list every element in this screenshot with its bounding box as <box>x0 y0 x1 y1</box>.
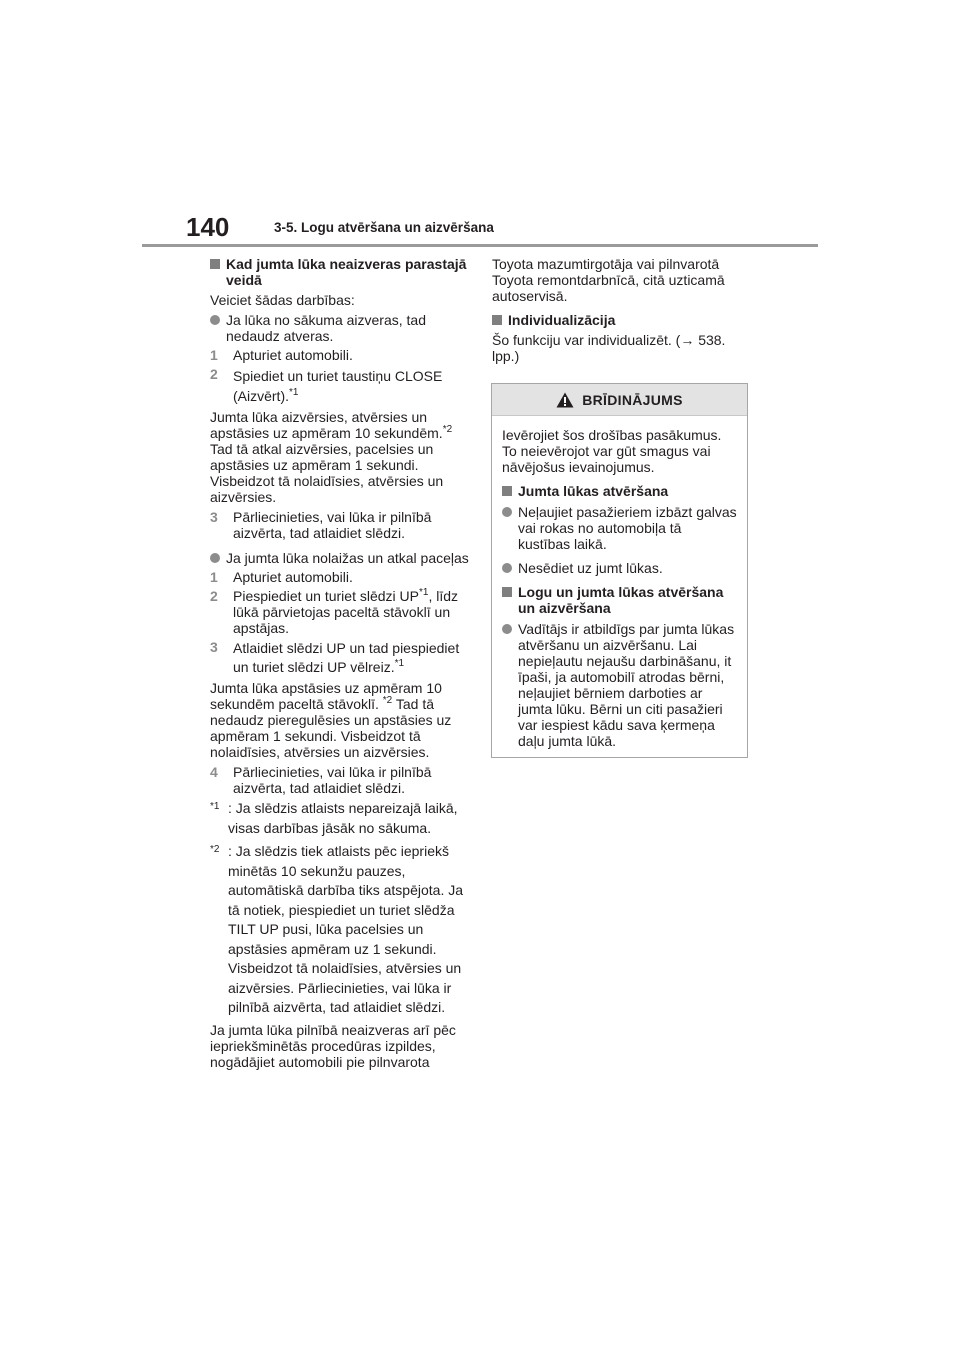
circle-bullet-icon <box>502 624 512 634</box>
step <box>210 588 472 636</box>
warning-item <box>502 504 737 552</box>
section-heading-not-closing <box>210 256 472 288</box>
step-number: 1 <box>210 347 218 363</box>
step <box>210 366 472 406</box>
step-text: Apturiet automobili. <box>233 569 353 585</box>
square-bullet-icon <box>502 486 512 496</box>
step-text: Atlaidiet slēdzi UP un tad piespiediet un turiet slēdzi UP vēlreiz. <box>233 640 460 675</box>
step-number: 2 <box>210 588 218 604</box>
section-heading-customization <box>492 312 752 328</box>
warning-box <box>491 383 748 758</box>
footnote-ref: *1 <box>419 587 429 598</box>
right-column <box>492 256 752 368</box>
warning-item <box>502 621 737 749</box>
step <box>210 639 472 677</box>
continuation-paragraph: Toyota mazumtirgotāja vai pilnvarotā Toyota remontdarbnīcā, citā uzticamā autoservisā. <box>492 256 725 304</box>
footnote-ref: *2 <box>382 695 393 706</box>
square-bullet-icon <box>492 315 502 325</box>
page-number: 140 <box>186 212 230 242</box>
warning-section-heading <box>502 483 737 499</box>
paragraph-text: Tad tā nedaudz pieregulēsies un apstāsies uz apmēram 1 sekundi. Visbeidzot tā nolaidīsies, atvērsies un aizvērsies. <box>210 696 452 760</box>
case-bullet-lowers <box>210 550 472 566</box>
left-column <box>210 256 472 1074</box>
step-number: 1 <box>210 569 218 585</box>
warning-triangle-icon <box>556 392 574 408</box>
step-number: 4 <box>210 764 218 780</box>
step <box>210 569 472 585</box>
case-bullet-reopens <box>210 312 472 344</box>
step-text: , līdz lūkā pārvietojas paceltā stāvoklī un apstājas. <box>233 588 459 636</box>
footnote-ref: *1 <box>394 658 405 669</box>
warning-header <box>492 384 747 416</box>
step-number: 2 <box>210 366 218 382</box>
paragraph <box>210 409 472 505</box>
step-text: Pārliecinieties, vai lūka ir pilnībā aizvērta, tad atlaidiet slēdzi. <box>233 509 432 541</box>
warning-body <box>492 416 747 749</box>
closing-paragraph: Ja jumta lūka pilnībā neaizveras arī pēc iepriekšminētās procedūras izpildes, nogādājiet automobili pie pilnvarota <box>210 1021 456 1070</box>
page-reference-link[interactable]: 538. lpp.) <box>492 332 726 364</box>
paragraph <box>210 680 472 760</box>
warning-item-text: Vadītājs ir atbildīgs par jumta lūkas atvēršanu un aizvēršanu. Lai nepieļautu nejaušu darbināšanu, it īpaši, ja automobilī atrodas bērni, neļaujiet bērniem darboties ar jumta lūku. Bērni un citi pasažieri var iespiest kādu sava ķermeņa daļu jumta lūkā. <box>518 621 735 749</box>
footnote-ref: *1 <box>289 387 299 398</box>
circle-bullet-icon <box>210 315 220 325</box>
footnote: *1 : Ja slēdzis atlaists nepareizajā laikā, visas darbības jāsāk no sākuma. <box>210 800 458 836</box>
square-bullet-icon <box>502 587 512 597</box>
footnote: *2 : Ja slēdzis tiek atlaists pēc iepriekš minētās 10 sekunžu pauzes, automātiskā darbība tiks atspējota. Ja tā notiek, piespiediet un turiet slēdža TILT UP pusi, lūka pacelsies un apstāsies apmēram uz 1 sekundi. Visbeidzot tā nolaidīsies, atvērsies un aizvērsies. Pārliecinieties, vai lūka ir pilnībā aizvērta, tad atlaidiet slēdzi. <box>210 843 464 1015</box>
step-text: Piespiediet un turiet slēdzi UP <box>233 588 419 604</box>
warning-item-text: Neļaujiet pasažieriem izbāzt galvas vai rokas no automobiļa tā kustības laikā. <box>518 504 737 552</box>
step-number: 3 <box>210 639 218 655</box>
footnote-ref: *2 <box>442 424 453 435</box>
section-title: 3-5. Logu atvēršana un aizvēršana <box>274 220 494 235</box>
bullet-text: Ja lūka no sākuma aizveras, tad nedaudz atveras. <box>226 312 426 344</box>
circle-bullet-icon <box>502 507 512 517</box>
warning-title: BRĪDINĀJUMS <box>582 391 683 408</box>
heading-text: Individualizācija <box>508 312 616 328</box>
warning-item-text: Nesēdiet uz jumt lūkas. <box>518 560 663 576</box>
paragraph-text: Jumta lūka apstāsies uz apmēram 10 sekundēm paceltā stāvoklī. <box>210 680 442 712</box>
step <box>210 764 472 796</box>
warning-section-heading <box>502 584 737 616</box>
square-bullet-icon <box>210 259 220 269</box>
arrow-right-icon: → <box>680 332 695 348</box>
step <box>210 347 472 363</box>
step-text: Spiediet un turiet taustiņu CLOSE (Aizvērt). <box>233 368 443 404</box>
header-divider <box>142 244 818 247</box>
heading-text: Logu un jumta lūkas atvēršana un aizvēršana <box>518 584 724 616</box>
customization-text <box>492 332 752 364</box>
bullet-text: Ja jumta lūka nolaižas un atkal paceļas <box>226 550 469 566</box>
circle-bullet-icon <box>210 553 220 563</box>
paragraph-text: Jumta lūka aizvērsies, atvērsies un apstāsies uz apmēram 10 sekundēm. <box>210 409 443 441</box>
intro-text: Veiciet šādas darbības: <box>210 292 355 308</box>
heading-text: Jumta lūkas atvēršana <box>518 483 669 499</box>
paragraph-text: Tad tā atkal aizvērsies, pacelsies un apstāsies uz apmēram 1 sekundi. Visbeidzot tā nolaidīsies, atvērsies un aizvērsies. <box>210 441 444 505</box>
step-number: 3 <box>210 509 218 525</box>
circle-bullet-icon <box>502 563 512 573</box>
step-text: Pārliecinieties, vai lūka ir pilnībā aizvērta, tad atlaidiet slēdzi. <box>233 764 432 796</box>
warning-item <box>502 560 737 576</box>
step-text: Apturiet automobili. <box>233 347 353 363</box>
footnote-text: : Ja slēdzis tiek atlaists pēc iepriekš minētās 10 sekunžu pauzes, automātiskā darbība tiks atspējota. Ja tā notiek, piespiediet un turiet slēdža TILT UP pusi, lūka pacelsies un apstāsies apmēram uz 1 sekundi. Visbeidzot tā nolaidīsies, atvērsies un aizvērsies. Pārliecinieties, vai lūka ir pilnībā aizvērta, tad atlaidiet slēdzi. <box>228 843 464 1015</box>
customization-text-part: Šo funkciju var individualizēt. ( <box>492 332 681 348</box>
heading-text: Kad jumta lūka neaizveras parastajā veidā <box>226 256 467 288</box>
step <box>210 509 472 541</box>
footnote-text: : Ja slēdzis atlaists nepareizajā laikā, visas darbības jāsāk no sākuma. <box>228 800 458 836</box>
warning-intro: Ievērojiet šos drošības pasākumus. To neievērojot var gūt smagus vai nāvējošus ievainojumus. <box>502 427 722 475</box>
